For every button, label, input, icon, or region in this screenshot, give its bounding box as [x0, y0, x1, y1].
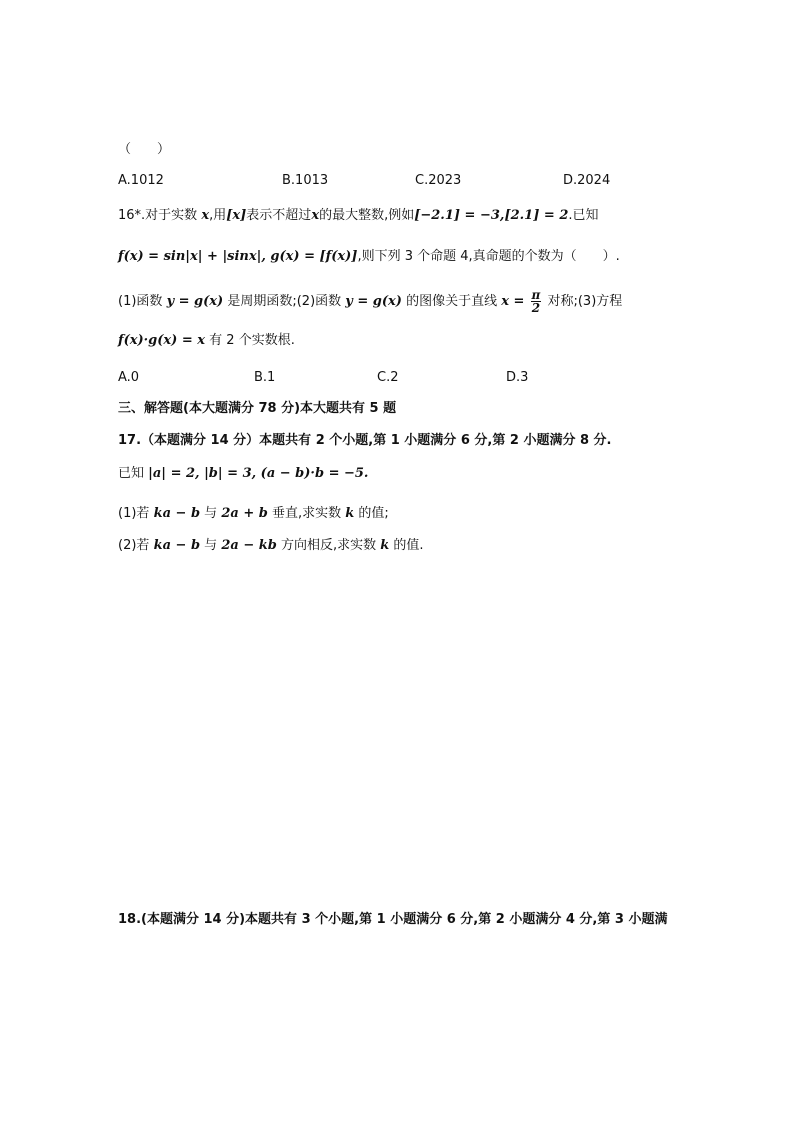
- vector-expr: 2a + b: [221, 506, 268, 521]
- option-b: B.1013: [282, 173, 329, 188]
- math-expr: x =: [501, 294, 525, 309]
- pi-over-2-fraction: [531, 289, 542, 314]
- q18-heading: 18.(本题满分 14 分)本题共有 3 个小题,第 1 小题满分 6 分,第 2 小题满分 4 分,第 3 小题满: [118, 912, 668, 927]
- vector-expr: 2a − kb: [221, 538, 277, 553]
- q17-text: 垂直,求实数: [271, 506, 342, 521]
- option-d: D.3: [506, 370, 529, 385]
- q15-paren: （ ）: [118, 142, 171, 157]
- f-definition: f(x) = sin|x| + |sinx|: [118, 249, 262, 264]
- option-c: C.2: [377, 370, 399, 385]
- var-k: k: [380, 538, 390, 553]
- q17-given-line: [118, 464, 368, 484]
- q16-text: ,用: [209, 208, 227, 223]
- option-c: C.2023: [415, 173, 462, 188]
- q17-part1: [118, 504, 389, 524]
- section-3-heading: 三、解答题(本大题满分 78 分)本大题共有 5 题: [118, 401, 397, 416]
- math-expr: y = g(x): [166, 294, 224, 309]
- g-definition: , g(x) = [f(x)]: [261, 249, 358, 264]
- q16-text: .已知: [568, 208, 599, 223]
- q16-text: 是周期函数;(2)函数: [227, 294, 342, 309]
- q17-text: 的值.: [393, 538, 424, 553]
- example-1: [−2.1] = −3,: [414, 208, 505, 223]
- vector-expr: ka − b: [153, 506, 201, 521]
- var-k: k: [345, 506, 355, 521]
- q16-intro: 16*.对于实数: [118, 208, 198, 223]
- q16-propositions-line: [118, 289, 622, 314]
- floor-x: [x]: [226, 208, 247, 223]
- q17-part2: [118, 536, 424, 556]
- q16-text: (1)函数: [118, 294, 163, 309]
- q16-prop3-line: [118, 331, 295, 351]
- option-b: B.1: [254, 370, 276, 385]
- var-x: x: [311, 208, 320, 223]
- q16-text: 的最大整数,例如: [319, 208, 415, 223]
- var-x: x: [201, 208, 210, 223]
- math-expr: f(x)·g(x) = x: [118, 333, 206, 348]
- q16-text: 的图像关于直线: [406, 294, 498, 309]
- q16-text: 表示不超过: [246, 208, 312, 223]
- q17-text: 与: [204, 538, 218, 553]
- q16-text: ,则下列 3 个命题 4,真命题的个数为（ ）.: [357, 249, 620, 264]
- example-2: [2.1] = 2: [504, 208, 569, 223]
- q16-text: 对称;(3)方程: [547, 294, 623, 309]
- q17-text: 与: [204, 506, 218, 521]
- option-d: D.2024: [563, 173, 611, 188]
- fraction-numerator: π: [531, 288, 541, 302]
- q17-heading: 17.（本题满分 14 分）本题共有 2 个小题,第 1 小题满分 6 分,第 2 小题满分 8 分.: [118, 433, 612, 448]
- fraction-denominator: 2: [531, 301, 541, 315]
- q17-text: (1)若: [118, 506, 150, 521]
- q16-text: 有 2 个实数根.: [209, 333, 295, 348]
- math-expr: y = g(x): [345, 294, 402, 309]
- q17-text: 方向相反,求实数: [280, 538, 377, 553]
- vector-expr: ka − b: [153, 538, 201, 553]
- q17-text: 已知: [118, 466, 145, 481]
- q17-text: (2)若: [118, 538, 150, 553]
- q16-intro-line: [118, 206, 599, 226]
- q16-definition-line: [118, 247, 620, 267]
- q17-text: 的值;: [358, 506, 389, 521]
- option-a: A.1012: [118, 173, 164, 188]
- option-a: A.0: [118, 370, 140, 385]
- given-conditions: |a| = 2, |b| = 3, (a − b)·b = −5.: [148, 466, 369, 481]
